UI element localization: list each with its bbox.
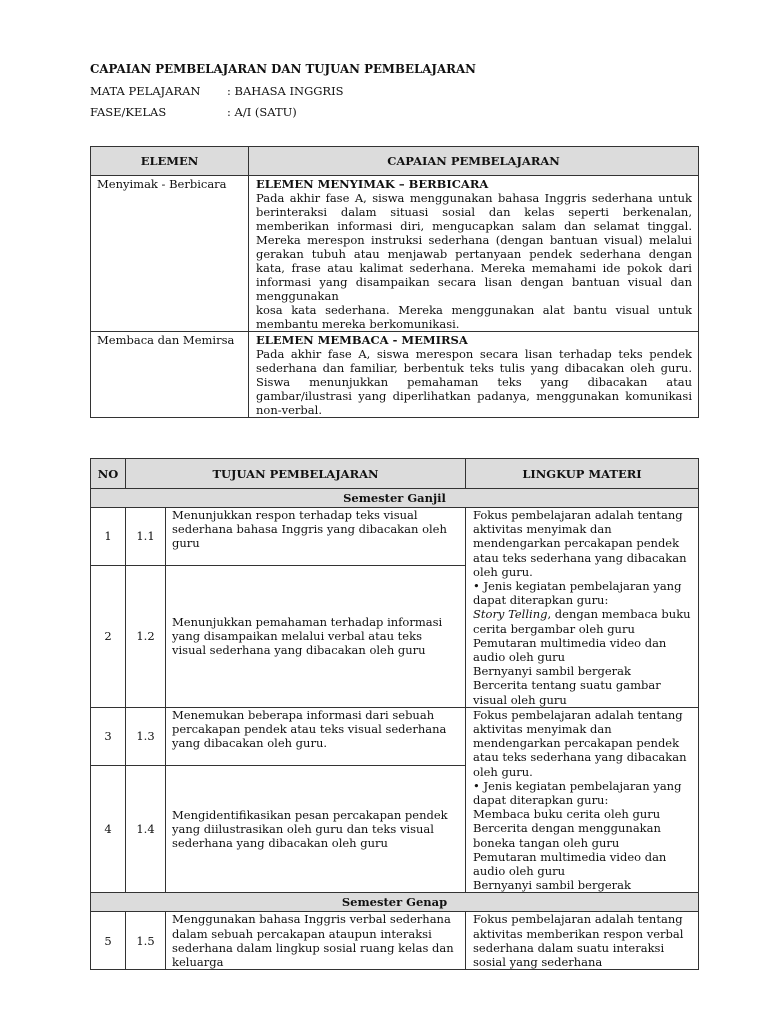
semester-row	[91, 893, 699, 912]
semester-genap-label: Semester Genap	[91, 893, 699, 912]
lingkup-materi-cell	[466, 508, 699, 708]
capaian-row	[91, 176, 699, 332]
materi-jenis: • Jenis kegiatan pembelajaran yang dapat diterapkan guru:	[473, 579, 682, 608]
tujuan-cell: Mengidentifikasikan pesan percakapan pendek yang diilustrasikan oleh guru dan teks visual sederhana yang dibacakan oleh guru	[166, 765, 466, 893]
subject-label: MATA PELAJARAN	[90, 84, 201, 98]
tujuan-cell: Menunjukkan respon terhadap teks visual sederhana bahasa Inggris yang dibacakan oleh guru	[166, 508, 466, 566]
row-code: 1.2	[126, 565, 166, 707]
capaian-cell	[249, 176, 699, 332]
table-row	[91, 508, 699, 566]
capaian-cell	[249, 332, 699, 418]
materi-intro: Fokus pembelajaran adalah tentang aktivitas menyimak dan mendengarkan percakapan pendek atau teks sederhana yang dibacakan oleh guru.	[473, 508, 687, 579]
materi-item: Bernyanyi sambil bergerak	[473, 664, 631, 679]
phase-line	[90, 105, 297, 119]
table-row	[91, 912, 699, 970]
materi-item	[473, 607, 692, 635]
elemen-cell: Membaca dan Memirsa	[91, 332, 249, 418]
row-number: 4	[91, 765, 126, 893]
materi-item: Pemutaran multimedia video dan audio oleh guru	[473, 635, 667, 665]
lingkup-materi-cell: Fokus pembelajaran adalah tentang aktivitas memberikan respon verbal sederhana dalam suatu interaksi sosial yang sederhana	[466, 912, 699, 970]
row-code: 1.1	[126, 508, 166, 566]
tujuan-table	[90, 458, 699, 970]
materi-item: Bercerita dengan menggunakan boneka tangan oleh guru	[473, 821, 661, 850]
capaian-text: Pada akhir fase A, siswa merespon secara lisan terhadap teks pendek sederhana dan familiar, berbentuk teks tulis yang dibacakan oleh guru. Siswa menunjukkan pemahaman teks yang dibacakan atau gambar/ilustrasi yang diperlihatkan padanya, menggunakan komunikasi non-verbal.	[256, 347, 692, 417]
tujuan-cell: Menemukan beberapa informasi dari sebuah percakapan pendek atau teks visual sederhana yang dibacakan oleh guru.	[166, 707, 466, 765]
materi-jenis: • Jenis kegiatan pembelajaran yang dapat diterapkan guru:	[473, 778, 682, 808]
table-row	[91, 707, 699, 765]
subject-line	[90, 84, 344, 98]
capaian-heading: ELEMEN MEMBACA - MEMIRSA	[256, 333, 468, 347]
tujuan-cell: Menggunakan bahasa Inggris verbal sederhana dalam sebuah percakapan ataupun interaksi sederhana dalam lingkup sosial ruang kelas dan keluarga	[166, 912, 466, 970]
row-number: 3	[91, 707, 126, 765]
row-code: 1.4	[126, 765, 166, 893]
phase-value: : A/I (SATU)	[227, 105, 297, 119]
col-elemen-header: ELEMEN	[91, 147, 249, 176]
materi-item-italic: Story Telling	[473, 607, 548, 622]
materi-item: Pemutaran multimedia video dan audio oleh guru	[473, 849, 667, 879]
tujuan-header-row	[91, 459, 699, 489]
row-number: 5	[91, 912, 126, 970]
row-code: 1.3	[126, 707, 166, 765]
capaian-text: Pada akhir fase A, siswa menggunakan bahasa Inggris sederhana untuk berinteraksi dalam situasi sosial dan kelas seperti berkenalan, memberikan informasi diri, mengucapkan salam dan selamat tinggal. Mereka merespon instruksi sederhana (dengan bantuan visual) melalui gerakan tubuh atau menjawab pertanyaan pendek sederhana dengan kata, frase atau kalimat sederhana. Mereka memahami ide pokok dari informasi yang disampaikan secara lisan dengan bantuan visual dan menggunakan	[256, 191, 692, 303]
capaian-text-cont: kosa kata sederhana. Mereka menggunakan alat bantu visual untuk membantu mereka berkomunikasi.	[256, 303, 692, 331]
row-number: 1	[91, 508, 126, 566]
col-lingkup-header: LINGKUP MATERI	[466, 459, 699, 489]
col-no-header: NO	[91, 459, 126, 489]
materi-item: Bernyanyi sambil bergerak	[473, 878, 631, 893]
row-code: 1.5	[126, 912, 166, 970]
capaian-heading: ELEMEN MENYIMAK – BERBICARA	[256, 177, 489, 191]
materi-item-rest: , dengan membaca buku cerita bergambar oleh guru	[473, 607, 691, 636]
materi-item: Membaca buku cerita oleh guru	[473, 807, 661, 822]
document-title: CAPAIAN PEMBELAJARAN DAN TUJUAN PEMBELAJARAN	[90, 62, 476, 76]
row-number: 2	[91, 565, 126, 707]
semester-ganjil-label: Semester Ganjil	[91, 489, 699, 508]
capaian-header-row	[91, 147, 699, 176]
capaian-row	[91, 332, 699, 418]
semester-row	[91, 489, 699, 508]
lingkup-materi-cell	[466, 707, 699, 893]
phase-label: FASE/KELAS	[90, 105, 167, 119]
materi-item: Bercerita tentang suatu gambar visual oleh guru	[473, 678, 661, 707]
materi-intro: Fokus pembelajaran adalah tentang aktivitas menyimak dan mendengarkan percakapan pendek atau teks sederhana yang dibacakan oleh guru.	[473, 707, 687, 779]
col-tujuan-header: TUJUAN PEMBELAJARAN	[126, 459, 466, 489]
subject-value: : BAHASA INGGRIS	[227, 84, 344, 98]
elemen-cell: Menyimak - Berbicara	[91, 176, 249, 332]
capaian-table	[90, 146, 699, 418]
tujuan-cell: Menunjukkan pemahaman terhadap informasi yang disampaikan melalui verbal atau teks visual sederhana yang dibacakan oleh guru	[166, 565, 466, 707]
col-capaian-header: CAPAIAN PEMBELAJARAN	[249, 147, 699, 176]
